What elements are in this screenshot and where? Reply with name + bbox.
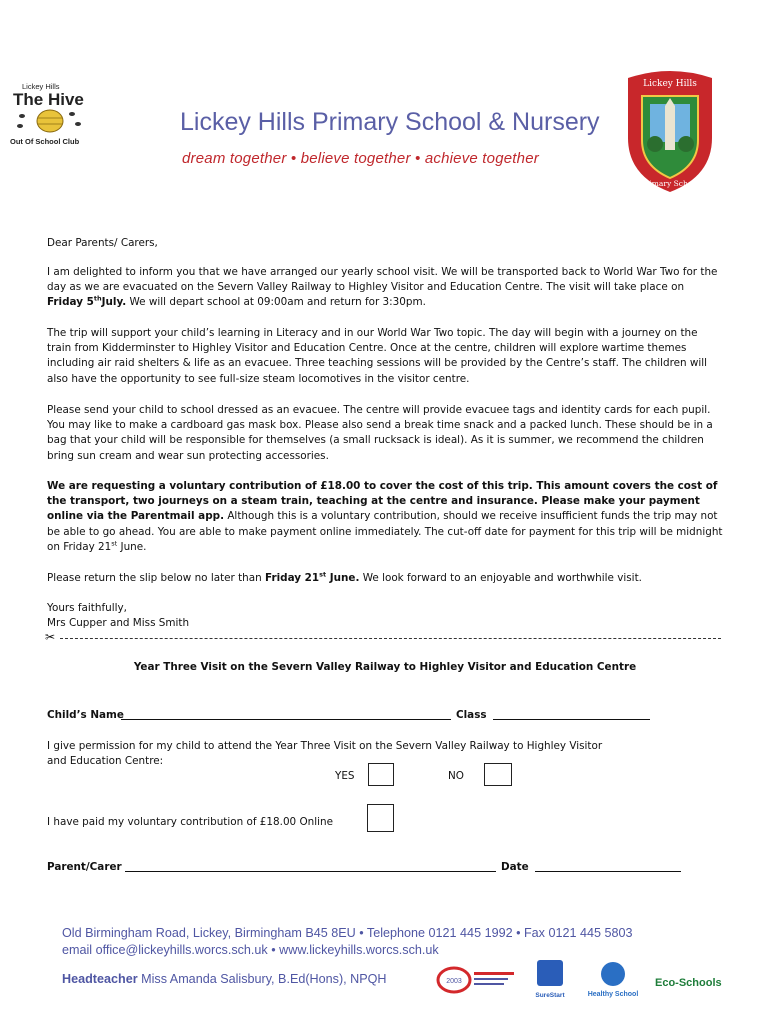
letter-paragraph-4: We are requesting a voluntary contribution of £18.00 to cover the cost of this trip. This amount covers the cost of the transport, two journeys on a steam train, teaching at the centre and insurance. Please make your payment online via the Parentmail app. Although this is a voluntary contribution, should we receive insufficient funds the trip may not be able to go ahead. You are able to make payment online immediately. The cut-off date for payment for this trip will be midnight on Friday 21st June. [47, 480, 723, 553]
date-label: Date [501, 861, 529, 873]
school-name: Lickey Hills Primary School & Nursery [180, 108, 600, 136]
eco-schools-badge [652, 968, 722, 996]
letter-signatories: Mrs Cupper and Miss Smith [47, 617, 190, 629]
class-field[interactable] [493, 707, 650, 720]
paid-checkbox[interactable] [367, 804, 394, 832]
svg-text:SureStart: SureStart [535, 992, 565, 999]
child-name-label: Child’s Name [47, 709, 124, 721]
yes-checkbox[interactable] [368, 763, 394, 786]
parent-carer-field[interactable] [125, 859, 496, 872]
letter-paragraph-5: Please return the slip below no later than Friday 21st June. We look forward to an enjoyable and worthwhile visit. [47, 570, 642, 584]
date-field[interactable] [535, 859, 681, 872]
class-label: Class [456, 709, 487, 721]
achievement-award-badge [436, 962, 518, 998]
yes-label: YES [335, 770, 355, 782]
hive-logo-title: The Hive [13, 90, 84, 109]
svg-text:Healthy School: Healthy School [587, 991, 639, 998]
footer-address: Old Birmingham Road, Lickey, Birmingham B45 8EU • Telephone 0121 445 1992 • Fax 0121 445 5803 [62, 926, 633, 940]
paid-text: I have paid my voluntary contribution of £18.00 Online [47, 816, 333, 828]
permission-text: I give permission for my child to attend the Year Three Visit on the Severn Valley Railway to Highley Visitor and Education Centre: [47, 740, 603, 768]
no-checkbox[interactable] [484, 763, 512, 786]
school-motto: dream together • believe together • achieve together [182, 150, 539, 167]
letter-paragraph-1: I am delighted to inform you that we have arranged our yearly school visit. We will be transported back to World War Two for the day as we are evacuated on the Severn Valley Railway to Highley Visitor and Education Centre. The visit will take place on Friday 5thJuly. We will depart school at 09:00am and return for 3:30pm. [47, 266, 718, 309]
letter-signoff: Yours faithfully, [47, 602, 127, 614]
footer-headteacher: Headteacher Miss Amanda Salisbury, B.Ed(Hons), NPQH [62, 972, 387, 986]
letter-paragraph-2: The trip will support your child’s learning in Literacy and in our World War Two topic. The day will begin with a journey on the train from Kidderminster to Highley Visitor and Education Centre. Once at the centre, children will explore wartime themes including air raid shelters & life as an evacuee. Three teaching sessions will be provided by the Centre’s staff. The children will also have the opportunity to see full-size steam locomotives in the visitor centre. [47, 327, 708, 385]
letter-greeting: Dear Parents/ Carers, [47, 237, 158, 249]
scissors-icon: ✂ [45, 630, 56, 644]
crest-bottom-text: Primary School [640, 179, 700, 188]
svg-text:2003: 2003 [446, 978, 462, 985]
child-name-field[interactable] [121, 707, 451, 720]
no-label: NO [448, 770, 464, 782]
footer-contact: email office@lickeyhills.worcs.sch.uk • www.lickeyhills.worcs.sch.uk [62, 943, 439, 957]
crest-top-text: Lickey Hills [643, 79, 697, 89]
hive-club-logo [6, 80, 98, 152]
cut-line [45, 632, 721, 644]
slip-title: Year Three Visit on the Severn Valley Railway to Highley Visitor and Education Centre [133, 661, 637, 673]
parent-carer-label: Parent/Carer [47, 861, 122, 873]
healthy-school-badge [584, 960, 642, 1000]
hive-logo-top-text: Lickey Hills [22, 82, 60, 91]
svg-text:Eco-Schools: Eco-Schools [655, 977, 722, 989]
school-crest [620, 68, 720, 196]
letter-paragraph-3: Please send your child to school dressed as an evacuee. The centre will provide evacuee tags and identity cards for each pupil. You may like to make a cardboard gas mask box. Please also send a break time snack and a packed lunch. These should be in a bag that your child will be responsible for themselves (a small rucksack is ideal). As it is summer, we recommend the children bring sun cream and wear sun protecting accessories. [47, 404, 713, 462]
surestart-badge [532, 958, 570, 1000]
hive-logo-bottom-text: Out Of School Club [10, 137, 80, 146]
